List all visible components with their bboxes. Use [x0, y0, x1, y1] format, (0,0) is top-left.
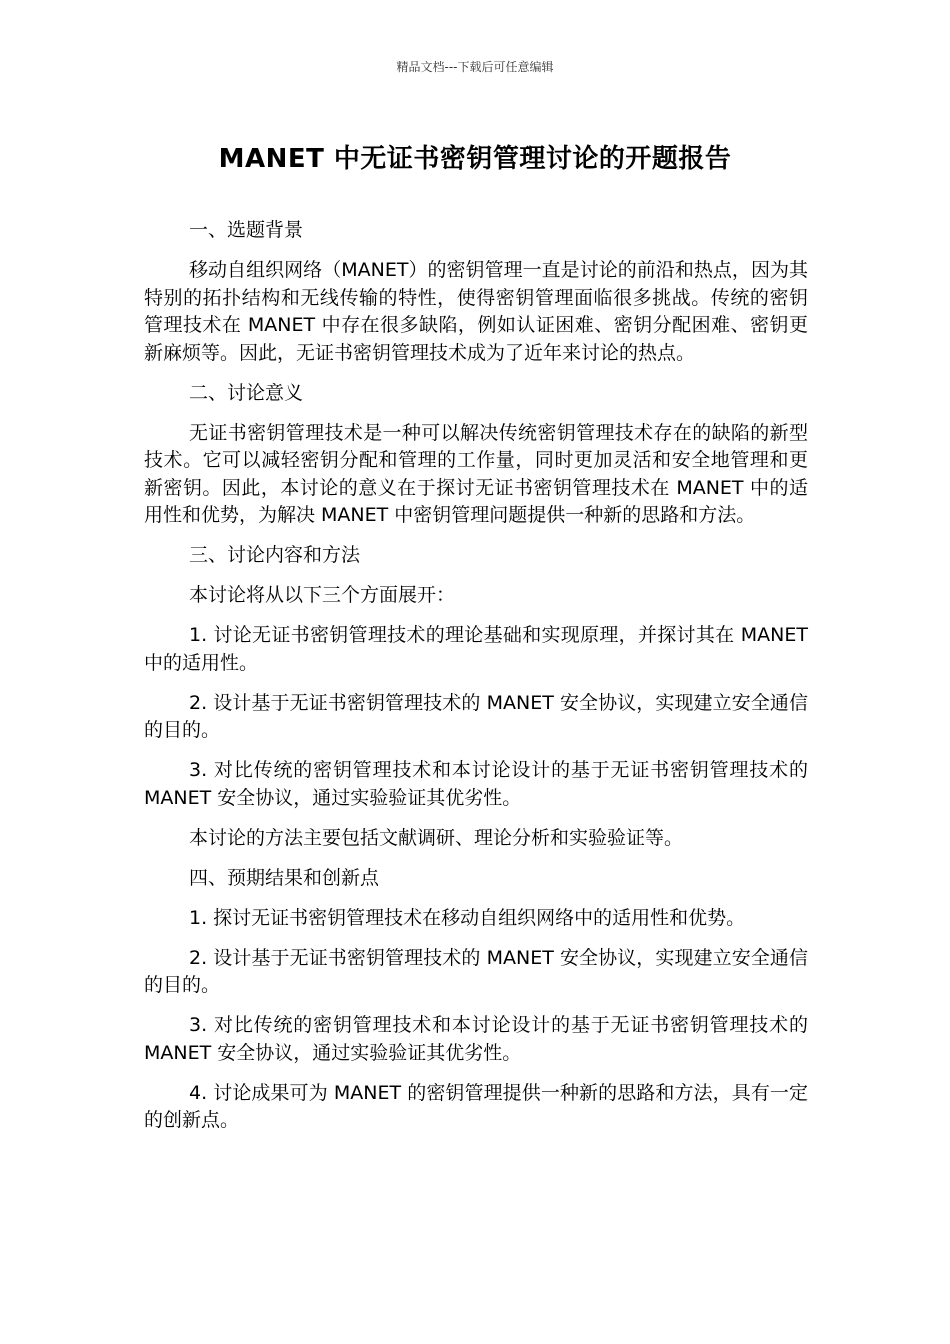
list-item-content-2: 2. 设计基于无证书密钥管理技术的 MANET 安全协议，实现建立安全通信的目的。 — [144, 691, 808, 741]
section-heading-significance: 二、讨论意义 — [189, 381, 304, 404]
section-heading-background: 一、选题背景 — [189, 219, 304, 241]
document-body — [144, 217, 808, 1147]
list-item-content-1: 1. 讨论无证书密钥管理技术的理论基础和实现原理，并探讨其在 MANET 中的适用性。 — [144, 624, 808, 674]
list-item-result-3: 3. 对比传统的密钥管理技术和本讨论设计的基于无证书密钥管理技术的 MANET 安全协议，通过实验验证其优劣性。 — [144, 1014, 808, 1064]
document-title: MANET 中无证书密钥管理讨论的开题报告 — [218, 144, 732, 174]
list-item-result-2: 2. 设计基于无证书密钥管理技术的 MANET 安全协议，实现建立安全通信的目的。 — [144, 946, 808, 996]
paragraph-background: 移动自组织网络（MANET）的密钥管理一直是讨论的前沿和热点，因为其特别的拓扑结构和无线传输的特性，使得密钥管理面临很多挑战。传统的密钥管理技术在 MANET 中存在很多缺陷，例如认证困难、密钥分配困难、密钥更新麻烦等。因此，无证书密钥管理技术成为了近年来讨论的热点。 — [144, 259, 808, 364]
paragraph-content-intro: 本讨论将从以下三个方面展开： — [189, 584, 456, 606]
list-item-result-4: 4. 讨论成果可为 MANET 的密钥管理提供一种新的思路和方法，具有一定的创新点。 — [144, 1081, 808, 1131]
header-note: 精品文档---下载后可任意编辑 — [396, 60, 554, 74]
section-heading-content-method: 三、讨论内容和方法 — [189, 544, 361, 566]
list-item-content-3: 3. 对比传统的密钥管理技术和本讨论设计的基于无证书密钥管理技术的 MANET 安全协议，通过实验验证其优劣性。 — [144, 759, 808, 809]
list-item-result-1: 1. 探讨无证书密钥管理技术在移动自组织网络中的适用性和优势。 — [189, 906, 746, 929]
paragraph-significance: 无证书密钥管理技术是一种可以解决传统密钥管理技术存在的缺陷的新型技术。它可以减轻密钥分配和管理的工作量，同时更加灵活和安全地管理和更新密钥。因此，本讨论的意义在于探讨无证书密钥管理技术在 MANET 中的适用性和优势，为解决 MANET 中密钥管理问题提供一种新的思路和方法。 — [144, 421, 808, 526]
section-heading-results: 四、预期结果和创新点 — [189, 866, 380, 889]
paragraph-method: 本讨论的方法主要包括文献调研、理论分析和实验验证等。 — [189, 826, 684, 849]
